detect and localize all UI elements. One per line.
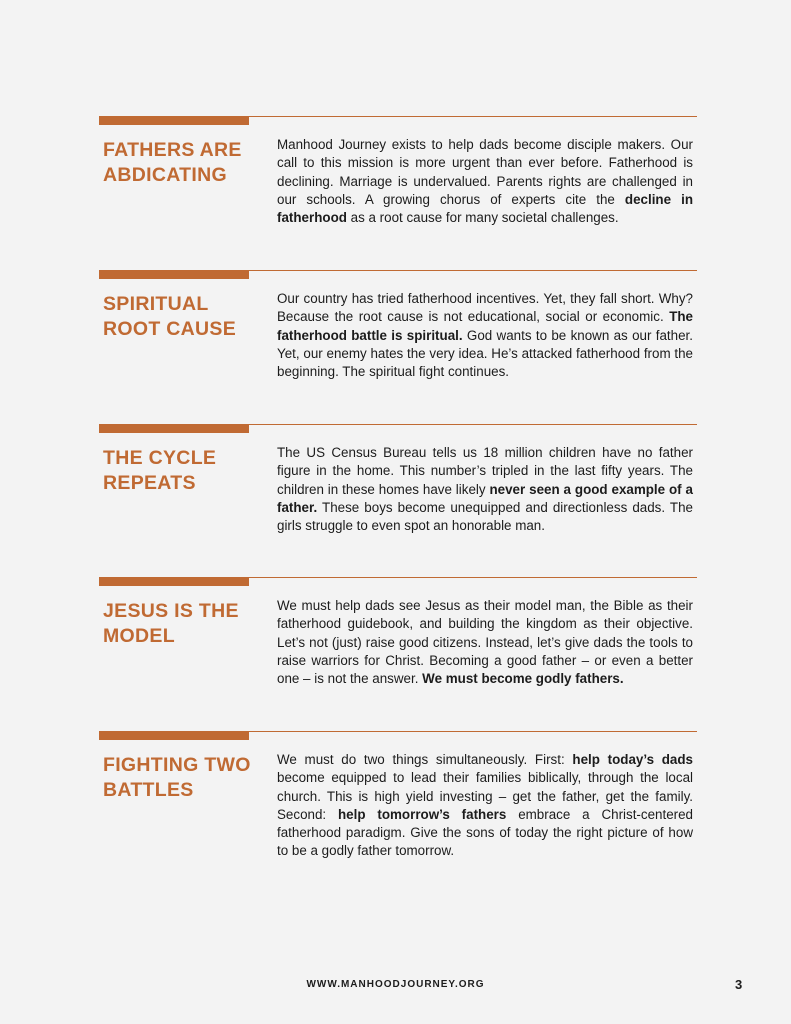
- section-body: [277, 290, 693, 381]
- body-emphasis: help tomorrow’s fathers: [338, 806, 507, 822]
- body-emphasis: never seen a good example of a father.: [277, 481, 693, 515]
- body-text: Manhood Journey exists to help dads become disciple makers. Our call to this mission is more urgent than ever before. Fatherhood is declining. Marriage is undervalued. Parents rights are challenged in our schools. A growing chorus of experts cite the: [277, 137, 693, 207]
- body-text: The US Census Bureau tells us 18 million children have no father figure in the home. This number’s tripled in the last fifty years. The children in these homes have likely: [277, 445, 693, 497]
- heading-line: SPIRITUAL: [103, 293, 209, 315]
- section-body: [277, 597, 693, 688]
- footer-website-url[interactable]: WWW.MANHOODJOURNEY.ORG: [306, 979, 485, 990]
- body-text: God wants to be known as our father. Yet, our enemy hates the very idea. He’s attacked fatherhood from the beginning. The spiritual fight continues.: [277, 327, 693, 380]
- section-heading: [103, 599, 263, 649]
- heading-line: THE CYCLE: [103, 447, 217, 469]
- body-text: Our country has tried fatherhood incentives. Yet, they fall short. Why? Because the root cause is not educational, social or economic.: [277, 291, 693, 325]
- section-heading: [103, 292, 263, 342]
- section-accent-bar: [99, 116, 249, 125]
- body-text: become equipped to lead their families biblically, through the local church. This is high yield investing – get the father, get the family. Second:: [277, 770, 693, 822]
- section-heading: [103, 753, 263, 803]
- section-body: [277, 444, 693, 535]
- section-accent-bar: [99, 424, 249, 433]
- body-emphasis: help today’s dads: [572, 752, 693, 767]
- heading-line: ROOT CAUSE: [103, 318, 237, 340]
- body-text: We must help dads see Jesus as their model man, the Bible as their fatherhood guidebook, and building the kingdom as their objective. Let’s not (just) raise good citizens. Instead, let’s give dads the tools to raise warriors for Christ. Becoming a good father – or even a better one – is not the answer.: [277, 598, 693, 687]
- heading-line: ABDICATING: [103, 164, 227, 186]
- body-text: We must do two things simultaneously. First:: [277, 752, 573, 767]
- body-emphasis: We must become godly fathers.: [422, 671, 624, 687]
- section-heading: [103, 138, 263, 188]
- heading-line: REPEATS: [103, 472, 196, 494]
- heading-line: FATHERS ARE: [103, 139, 242, 161]
- section-accent-bar: [99, 577, 249, 586]
- section-heading: [103, 446, 263, 496]
- body-text: embrace a Christ-centered fatherhood paradigm. Give the sons of today the right picture of how to be a godly father tomorrow.: [277, 806, 694, 859]
- heading-line: JESUS IS THE: [103, 600, 239, 622]
- heading-line: FIGHTING TWO: [103, 754, 251, 776]
- body-text: These boys become unequipped and directionless dads. The girls struggle to even spot an honorable man.: [277, 499, 693, 534]
- body-emphasis: decline in fatherhood: [277, 191, 694, 226]
- body-text: as a root cause for many societal challenges.: [346, 210, 619, 226]
- section-body: [277, 751, 693, 861]
- section-accent-bar: [99, 270, 249, 279]
- section-accent-bar: [99, 731, 249, 740]
- section-body: [277, 136, 693, 227]
- heading-line: MODEL: [103, 625, 175, 647]
- page-number: 3: [735, 977, 743, 992]
- body-emphasis: The fatherhood battle is spiritual.: [277, 309, 693, 343]
- heading-line: BATTLES: [103, 779, 194, 801]
